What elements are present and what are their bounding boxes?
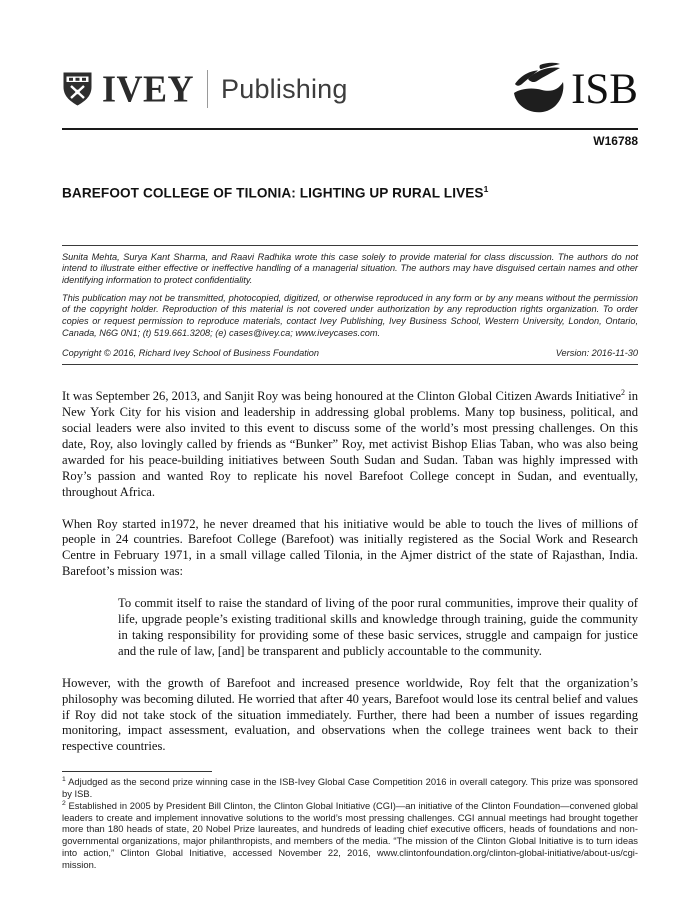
disclaimer-block <box>62 245 638 366</box>
isb-wordmark: ISB <box>571 65 638 113</box>
document-header <box>62 0 638 116</box>
title-footnote-ref: 1 <box>483 184 489 194</box>
isb-swirl-icon <box>509 62 567 116</box>
footnote-2 <box>62 800 638 871</box>
ivey-publishing-logo <box>62 70 348 108</box>
footnote-1-marker: 1 <box>62 776 66 784</box>
version-label: Version: 2016-11-30 <box>555 348 638 359</box>
copyright-row <box>62 348 638 365</box>
authors-note: Sunita Mehta, Surya Kant Sharma, and Raavi Radhika wrote this case solely to provide material for class discussion. The authors do not intend to illustrate either effective or ineffective handling of a managerial situation. The authors may have disguised certain names and other identifying information to protect confidentiality. <box>62 251 638 285</box>
body-paragraph-1-continued: in New York City for his vision and leadership in addressing global problems. Many top business, political, and social leaders were also invited to this event to discuss some of the world’s most pressing challenges. On this date, Roy, also lovingly called by friends as “Bunker” Roy, met activist Bishop Elias Taban, who was also being awarded for his peace-building initiatives between South Sudan and Sudan. Taban was highly impressed with Roy’s passion and wanted Roy to replicate his novel Barefoot College concept in Sudan, and eventually, throughout Africa. <box>62 389 638 499</box>
ivey-crest-icon <box>62 71 93 107</box>
case-number: W16788 <box>593 134 638 148</box>
case-title-text: BAREFOOT COLLEGE OF TILONIA: LIGHTING UP RURAL LIVES <box>62 185 484 201</box>
body-paragraph-3: However, with the growth of Barefoot and increased presence worldwide, Roy felt that the organization’s philosophy was becoming diluted. He worried that after 40 years, Barefoot would lose its central belief and values if Roy did not take stock of the situation immediately. Further, there had been a number of issues regarding monitoring, impact assessment, evaluation, and observations when the college trainees went back to their respective countries. <box>62 675 638 754</box>
footnote-2-text: Established in 2005 by President Bill Clinton, the Clinton Global Initiative (CGI)—an initiative of the Clinton Foundation—convened global leaders to create and implement innovative solutions to the world’s most pressing challenges. CGI annual meetings had brought together more than 180 heads of state, 20 Nobel Prize laureates, and hundreds of leading chief executive officers, heads of foundations and non-governmental organizations, major philanthropists, and members of the media. “The mission of the Clinton Global Initiative is to turn ideas into action,” Clinton Global Initiative, accessed November 22, 2016, www.clintonfoundation.org/clinton-global-initiative/about-us/cgi-mission. <box>62 799 638 870</box>
logo-divider <box>207 70 208 108</box>
ivey-wordmark: IVEY <box>102 68 195 110</box>
footnote-2-marker: 2 <box>62 799 66 807</box>
isb-logo <box>509 62 638 116</box>
copyright-notice: Copyright © 2016, Richard Ivey School of Business Foundation <box>62 348 320 359</box>
footnote-separator <box>62 771 212 772</box>
ivey-publishing-label: Publishing <box>221 73 348 104</box>
header-rule <box>62 128 638 130</box>
footnotes-block <box>62 776 638 870</box>
rights-note: This publication may not be transmitted, photocopied, digitized, or otherwise reproduced in any form or by any means without the permission of the copyright holder. Reproduction of this material is not covered under authorization by any reproduction rights organization. To order copies or request permission to reproduce materials, contact Ivey Publishing, Ivey Business School, Western University, London, Ontario, Canada, N6G 0N1; (t) 519.661.3208; (e) cases@ivey.ca; www.iveycases.com. <box>62 292 638 338</box>
case-title <box>62 184 638 201</box>
body-paragraph-1-text: It was September 26, 2013, and Sanjit Roy was being honoured at the Clinton Global Citizen Awards Initiative <box>62 389 621 404</box>
body-paragraph-2: When Roy started in1972, he never dreamed that his initiative would be able to touch the lives of millions of people in 24 countries. Barefoot College (Barefoot) was initially registered as the Social Work and Research Centre in February 1971, in a small village called Tilonia, in the Ajmer district of the state of Rajasthan, India. Barefoot’s mission was: <box>62 516 638 579</box>
case-body <box>62 389 638 755</box>
footnote-1-text: Adjudged as the second prize winning case in the ISB-Ivey Global Case Competition 2016 in overall category. This prize was sponsored by ISB. <box>62 776 638 800</box>
body-paragraph-1 <box>62 389 638 500</box>
mission-blockquote: To commit itself to raise the standard of living of the poor rural communities, improve their quality of life, upgrade people’s existing traditional skills and knowledge through training, guide the community in taking responsibility for providing some of these basic services, struggle and campaign for justice and the rule of law, [and] be transparent and publicly accountable to the community. <box>118 596 638 658</box>
footnote-1 <box>62 776 638 800</box>
footnote-ref-2: 2 <box>621 387 625 397</box>
